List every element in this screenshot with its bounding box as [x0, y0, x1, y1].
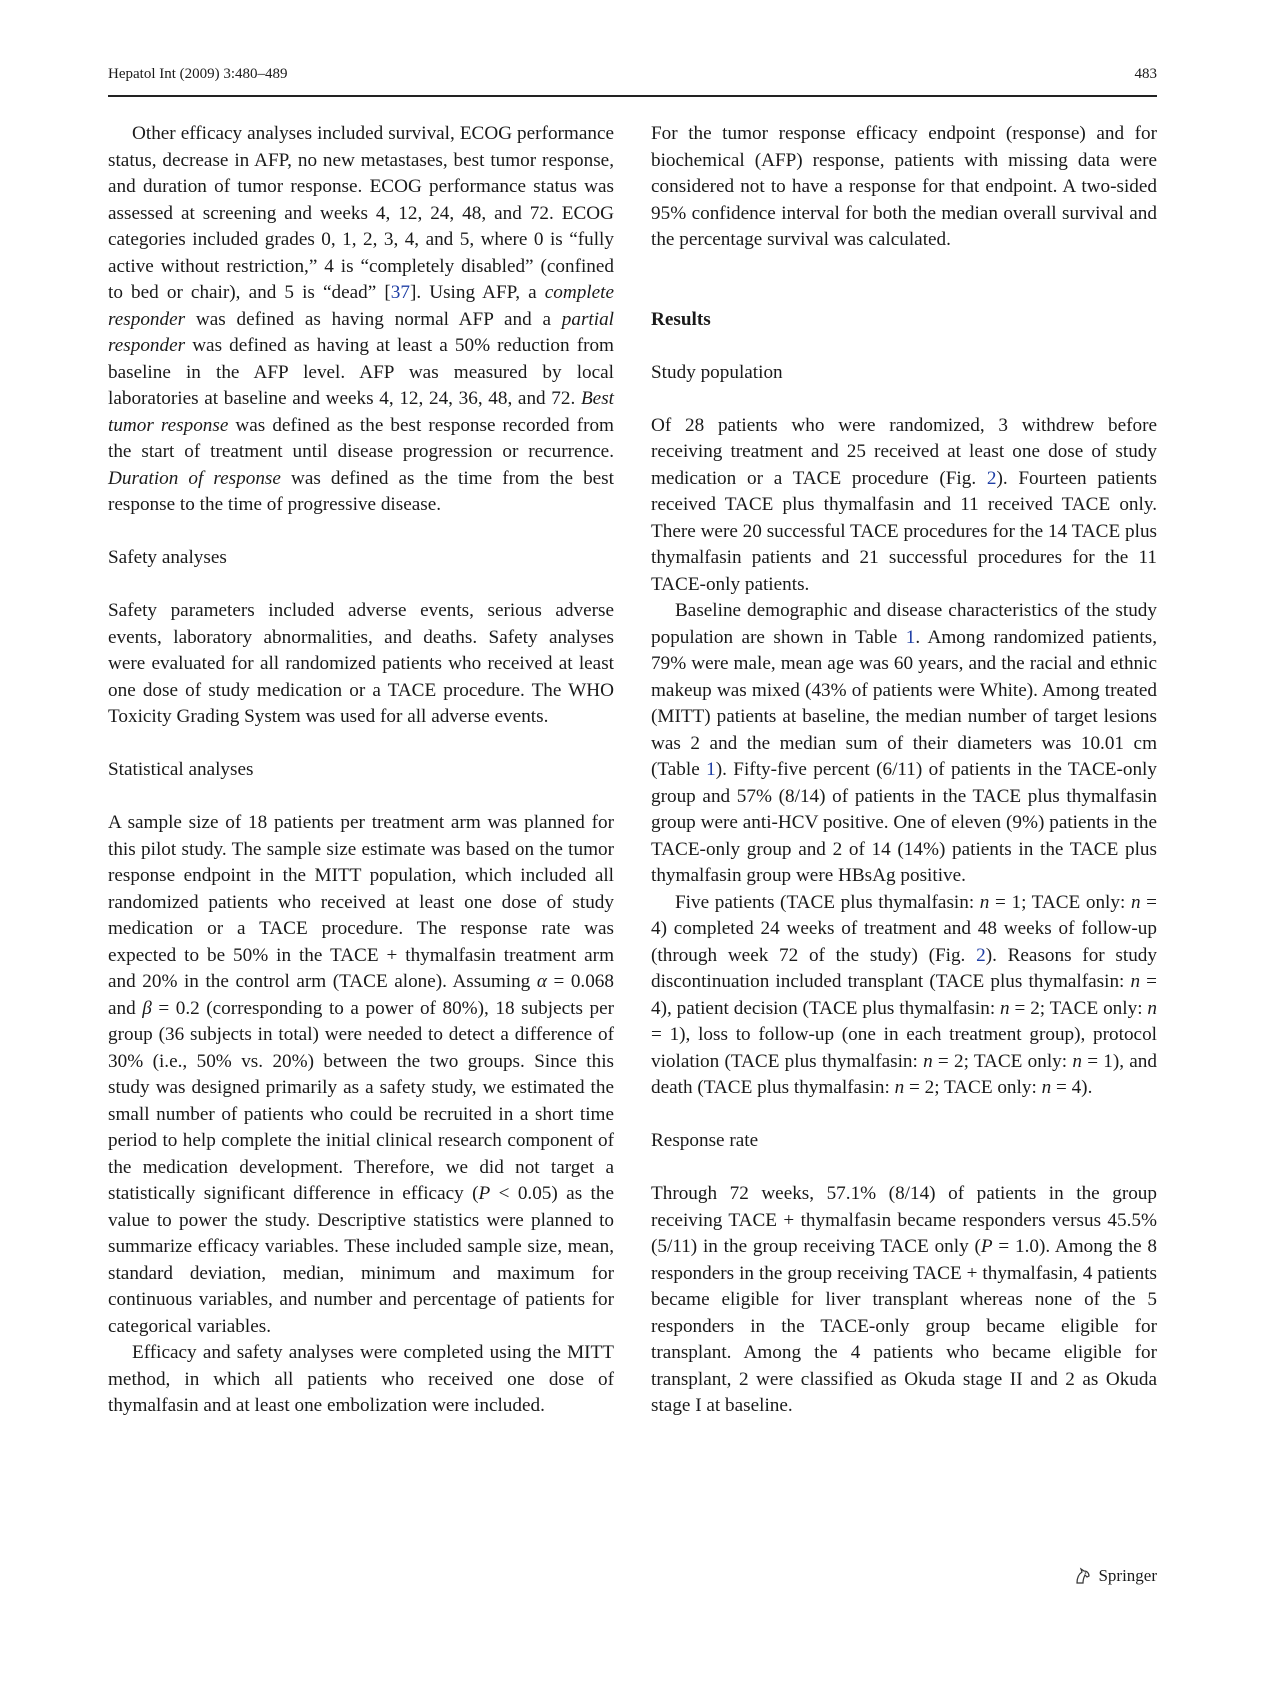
study-population-paragraph-3: Five patients (TACE plus thymalfasin: n = 1; TACE only: n = 4) completed 24 weeks of treatment and 48 weeks of follow-up (through week 72 of the study) (Fig. 2). Reasons for study discontinuation included transplant (TACE plus thymalfasin: n = 4), patient decision (TACE plus thymalfasin: n = 2; TACE only: n = 1), loss to follow-up (one in each treatment group), protocol violation (TACE plus thymalfasin: n = 2; TACE only: n = 1), and death (TACE plus thymalfasin: n = 2; TACE only: n = 4).	[651, 891, 1157, 1098]
response-rate-heading: Response rate	[651, 1130, 759, 1151]
right-column	[651, 121, 1157, 1420]
statistical-analyses-heading: Statistical analyses	[108, 759, 254, 780]
efficacy-safety-method-paragraph: Efficacy and safety analyses were completed using the MITT method, in which all patients who received one dose of thymalfasin and at least one embolization were included.	[108, 1342, 614, 1416]
results-heading: Results	[651, 308, 711, 330]
study-population-heading: Study population	[651, 361, 783, 383]
statistical-analyses-paragraph: A sample size of 18 patients per treatment arm was planned for this pilot study. The sample size estimate was based on the tumor response endpoint in the MITT population, which included all randomized patients who received at least one dose of study medication or a TACE procedure. The response rate was expected to be 50% in the TACE + thymalfasin treatment arm and 20% in the control arm (TACE alone). Assuming α = 0.068 and β = 0.2 (corresponding to a power of 80%), 18 subjects per group (36 subjects in total) were needed to detect a difference of 30% (i.e., 50% vs. 20%) between the two groups. Since this study was designed primarily as a safety study, we estimated the small number of patients who could be recruited in a short time period to help complete the initial clinical research component of the medication development. Therefore, we did not target a statistically significant difference in efficacy (P < 0.05) as the value to power the study. Descriptive statistics were planned to summarize efficacy variables. These included sample size, mean, standard deviation, median, minimum and maximum for continuous variables, and number and percentage of patients for categorical variables.	[108, 812, 614, 1337]
table-link[interactable]: 1	[706, 759, 716, 780]
reference-link[interactable]: 37	[390, 282, 410, 303]
springer-horse-icon	[1073, 1566, 1093, 1586]
efficacy-analyses-paragraph: Other efficacy analyses included survival, ECOG performance status, decrease in AFP, no new metastases, best tumor response, and duration of tumor response. ECOG performance status was assessed at screening and weeks 4, 12, 24, 48, and 72. ECOG categories included grades 0, 1, 2, 3, 4, and 5, where 0 is “fully active without restriction,” 4 is “completely disabled” (confined to bed or chair), and 5 is “dead” [37]. Using AFP, a complete responder was defined as having normal AFP and a partial responder was defined as having at least a 50% reduction from baseline in the AFP level. AFP was measured by local laboratories at baseline and weeks 4, 12, 24, 36, 48, and 72. Best tumor response was defined as the best response recorded from the start of treatment until disease progression or recurrence. Duration of response was defined as the time from the best response to the time of progressive disease.	[108, 123, 614, 515]
left-column	[108, 121, 614, 1420]
study-population-paragraph-1: Of 28 patients who were randomized, 3 withdrew before receiving treatment and 25 received at least one dose of study medication or a TACE procedure (Fig. 2). Fourteen patients received TACE plus thymalfasin and 11 received TACE only. There were 20 successful TACE procedures for the 14 TACE plus thymalfasin patients and 21 successful procedures for the 11 TACE-only patients.	[651, 414, 1157, 595]
safety-analyses-heading: Safety analyses	[108, 547, 227, 568]
figure-link[interactable]: 2	[986, 467, 997, 489]
springer-label: Springer	[1098, 1566, 1157, 1585]
study-population-paragraph-2: Baseline demographic and disease characteristics of the study population are shown in Table 1. Among randomized patients, 79% were male, mean age was 60 years, and the racial and ethnic makeup was mixed (43% of patients were White). Among treated (MITT) patients at baseline, the median number of target lesions was 2 and the median sum of their diameters was 10.01 cm (Table 1). Fifty-five percent (6/11) of patients in the TACE-only group and 57% (8/14) of patients in the TACE plus thymalfasin group were anti-HCV positive. One of eleven (9%) patients in the TACE-only group and 2 of 14 (14%) patients in the TACE plus thymalfasin group were HBsAg positive.	[651, 600, 1157, 886]
table-link[interactable]: 1	[905, 626, 916, 648]
figure-link[interactable]: 2	[976, 944, 986, 966]
page-number: 483	[1134, 66, 1157, 82]
publisher-footer	[1073, 1563, 1157, 1589]
header-rule	[108, 95, 1157, 97]
missing-data-paragraph: For the tumor response efficacy endpoint (response) and for biochemical (AFP) response, patients with missing data were considered not to have a response for that endpoint. A two-sided 95% confidence interval for both the median overall survival and the percentage survival was calculated.	[651, 123, 1157, 250]
response-rate-paragraph: Through 72 weeks, 57.1% (8/14) of patients in the group receiving TACE + thymalfasin became responders versus 45.5% (5/11) in the group receiving TACE only (P = 1.0). Among the 8 responders in the group receiving TACE + thymalfasin, 4 patients became eligible for liver transplant whereas none of the 5 responders in the TACE-only group became eligible for transplant. Among the 4 patients who became eligible for transplant, 2 were classified as Okuda stage II and 2 as Okuda stage I at baseline.	[651, 1183, 1158, 1416]
safety-analyses-paragraph: Safety parameters included adverse events, serious adverse events, laboratory abnormalities, and deaths. Safety analyses were evaluated for all randomized patients who received at least one dose of study medication or a TACE procedure. The WHO Toxicity Grading System was used for all adverse events.	[108, 600, 614, 727]
running-header	[108, 66, 1157, 90]
journal-citation: Hepatol Int (2009) 3:480–489	[108, 66, 288, 82]
